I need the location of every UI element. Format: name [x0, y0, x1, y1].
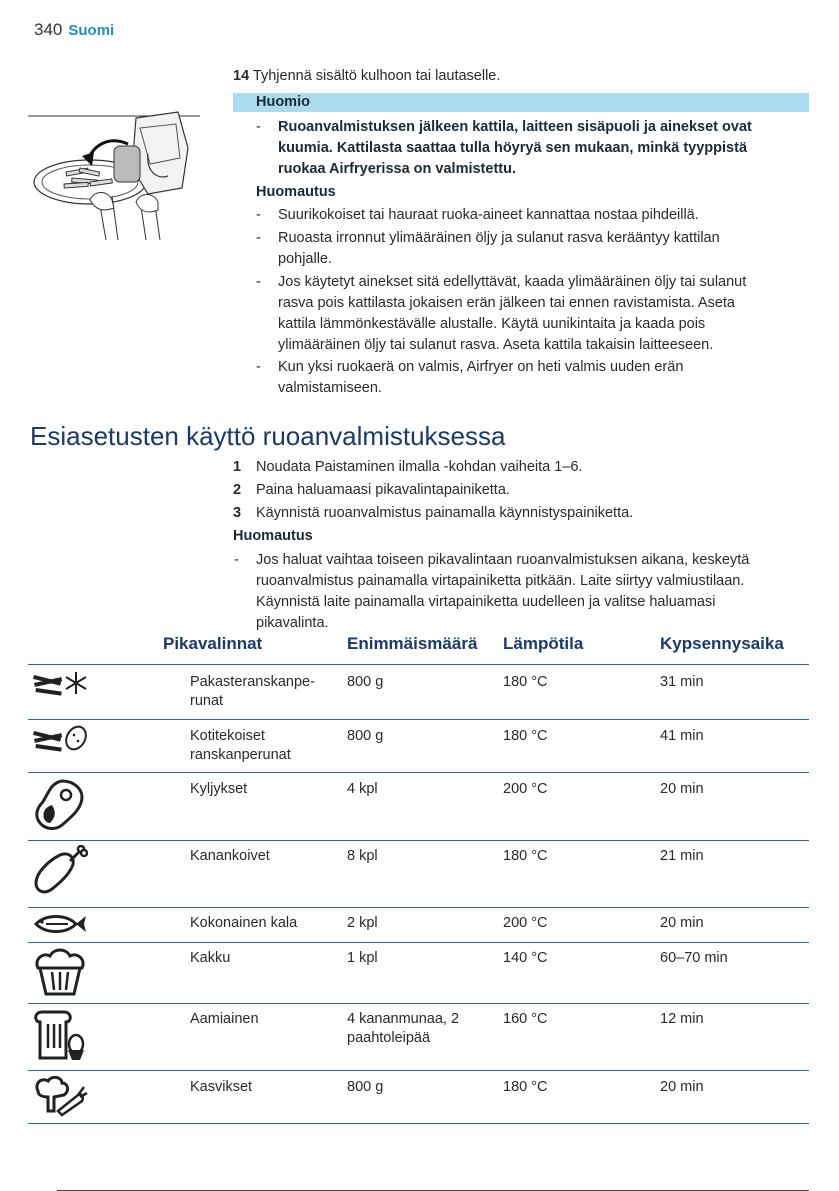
notice-line: Ruoanvalmistuksen jälkeen kattila, laitteen sisäpuoli ja ainekset ovat — [278, 119, 752, 135]
homemade-fries-icon — [32, 723, 88, 753]
row-name: ranskanperunat — [190, 747, 291, 763]
note-line: Ruoasta irronnut ylimääräinen öljy ja sulanut rasva kerääntyy kattilan — [278, 230, 720, 246]
row-name: Kokonainen kala — [190, 915, 298, 931]
note-line: rasva pois kattilasta jokaisen erän jälkeen tai ennen ravistamista. Aseta — [278, 295, 735, 311]
row-time: 21 min — [660, 848, 704, 864]
row-time: 20 min — [660, 781, 704, 797]
row-temperature: 140 °C — [503, 950, 548, 966]
cake-icon — [32, 946, 88, 998]
notice-label: Huomio — [256, 94, 310, 110]
chop-icon — [32, 777, 88, 833]
note-line: Suurikokoiset tai hauraat ruoka-aineet kannattaa nostaa pihdeillä. — [278, 207, 699, 223]
table-divider — [28, 1123, 809, 1124]
row-amount: 800 g — [347, 674, 384, 690]
section-title: Esiasetusten käyttö ruoanvalmistuksessa — [30, 421, 506, 451]
table-divider — [28, 840, 809, 841]
breakfast-icon — [32, 1008, 88, 1064]
row-temperature: 180 °C — [503, 1079, 548, 1095]
note-line: Käynnistä laite painamalla virtapainiketta uudelleen ja valitse haluamasi — [256, 594, 716, 610]
row-amount: 4 kananmunaa, 2 — [347, 1011, 460, 1027]
note-bullet: - Ruoasta irronnut ylimääräinen öljy ja sulanut rasva kerääntyy kattilan pohjalle. — [278, 228, 818, 270]
table-divider — [28, 719, 809, 720]
notice-line: kuumia. Kattilasta saattaa tulla höyryä sen mukaan, minkä tyyppistä — [278, 140, 748, 156]
note-line: ylimääräinen öljy tai sulanut rasva. Aseta kattila takaisin laitteeseen. — [278, 337, 714, 353]
table-divider — [28, 907, 809, 908]
note-heading: Huomautus — [256, 184, 336, 200]
note-bullet: - Jos käytetyt ainekset sitä edellyttävät, kaada ylimääräinen öljy tai sulanut rasva pois kattilasta jokaisen erän jälkeen tai ennen ravistamista. Aseta kattila lämmönkestävälle alustalle. Käytä uunikintaita ja kaada pois ylimääräinen öljy tai sulanut rasva. Aseta kattila takaisin laitteeseen. — [278, 272, 818, 356]
note-bullet: - Suurikokoiset tai hauraat ruoka-aineet kannattaa nostaa pihdeillä. — [278, 205, 818, 226]
page-header — [34, 20, 114, 40]
row-name: Pakasteranskanpe- — [190, 674, 315, 690]
column-header: Enimmäismäärä — [347, 634, 478, 653]
column-header: Pikavalinnat — [163, 634, 263, 653]
table-divider — [28, 664, 809, 665]
table-divider — [28, 1070, 809, 1071]
step-text: Käynnistä ruoanvalmistus painamalla käynnistyspainiketta. — [256, 505, 634, 521]
notice-bar — [233, 93, 809, 112]
row-temperature: 200 °C — [503, 781, 548, 797]
note-line: valmistamiseen. — [278, 380, 382, 396]
step-text: Noudata Paistaminen ilmalla -kohdan vaiheita 1–6. — [256, 459, 583, 475]
page-number: 340 — [34, 20, 63, 39]
drumstick-icon — [32, 845, 88, 901]
notice-line: ruokaa Airfryerissa on valmistettu. — [278, 161, 516, 177]
step-14 — [233, 66, 500, 87]
row-time: 20 min — [660, 915, 704, 931]
row-name: Kakku — [190, 950, 231, 966]
row-time: 41 min — [660, 728, 704, 744]
vegetables-icon — [32, 1075, 88, 1117]
note-heading: Huomautus — [233, 528, 313, 544]
row-time: 60–70 min — [660, 950, 728, 966]
row-amount: 1 kpl — [347, 950, 378, 966]
row-name: Kyljykset — [190, 781, 248, 797]
note-line: pohjalle. — [278, 251, 333, 267]
note-bullet: - Kun yksi ruokaerä on valmis, Airfryer on heti valmis uuden erän valmistamiseen. — [278, 357, 818, 399]
row-temperature: 200 °C — [503, 915, 548, 931]
row-name: Kanankoivet — [190, 848, 270, 864]
step-number: 1 — [233, 459, 242, 475]
step-number: 3 — [233, 505, 242, 521]
frozen-fries-icon — [32, 668, 88, 698]
row-temperature: 180 °C — [503, 848, 548, 864]
step-text: Paina haluamaasi pikavalintapainiketta. — [256, 482, 510, 498]
table-divider — [28, 1003, 809, 1004]
basket-emptying-illustration — [28, 108, 200, 248]
row-amount: 2 kpl — [347, 915, 378, 931]
row-time: 20 min — [660, 1079, 704, 1095]
row-name: Kasvikset — [190, 1079, 253, 1095]
language-label: Suomi — [68, 22, 115, 39]
note-line: Jos haluat vaihtaa toiseen pikavalintaan ruoanvalmistuksen aikana, keskeytä — [256, 552, 750, 568]
row-time: 31 min — [660, 674, 704, 690]
note-line: Jos käytetyt ainekset sitä edellyttävät, kaada ylimääräinen öljy tai sulanut — [278, 274, 747, 290]
row-amount: 800 g — [347, 728, 384, 744]
note-line: Kun yksi ruokaerä on valmis, Airfryer on heti valmis uuden erän — [278, 359, 684, 375]
fish-icon — [32, 912, 88, 936]
row-temperature: 160 °C — [503, 1011, 548, 1027]
row-temperature: 180 °C — [503, 674, 548, 690]
row-temperature: 180 °C — [503, 728, 548, 744]
row-amount: 800 g — [347, 1079, 384, 1095]
table-divider — [28, 942, 809, 943]
notice-bullet: - Ruoanvalmistuksen jälkeen kattila, laitteen sisäpuoli ja ainekset ovat kuumia. Kattilasta saattaa tulla höyryä sen mukaan, minkä tyyppistä ruokaa Airfryerissa on valmistettu. — [278, 117, 818, 180]
row-amount: 8 kpl — [347, 848, 378, 864]
row-amount: paahtoleipää — [347, 1030, 431, 1046]
step-text: Tyhjennä sisältö kulhoon tai lautaselle. — [252, 68, 501, 84]
step-number: 14 — [233, 68, 250, 84]
table-divider — [28, 772, 809, 773]
note-line: pikavalinta. — [256, 615, 329, 631]
column-header: Kypsennysaika — [660, 634, 784, 653]
section-note: - Jos haluat vaihtaa toiseen pikavalintaan ruoanvalmistuksen aikana, keskeytä ruoanvalmistus painamalla virtapainiketta pitkään. Laite siirtyy valmiustilaan. Käynnistä laite painamalla virtapainiketta uudelleen ja valitse haluamasi pikavalinta. — [256, 550, 816, 634]
row-name: runat — [190, 693, 224, 709]
note-line: ruoanvalmistus painamalla virtapainiketta pitkään. Laite siirtyy valmiustilaan. — [256, 573, 745, 589]
row-name: Kotitekoiset — [190, 728, 265, 744]
note-line: kattila lämmönkestävälle alustalle. Käytä uunikintaita ja kaada pois — [278, 316, 706, 332]
column-header: Lämpötila — [503, 634, 584, 653]
step-number: 2 — [233, 482, 242, 498]
row-amount: 4 kpl — [347, 781, 378, 797]
row-name: Aamiainen — [190, 1011, 259, 1027]
row-time: 12 min — [660, 1011, 704, 1027]
